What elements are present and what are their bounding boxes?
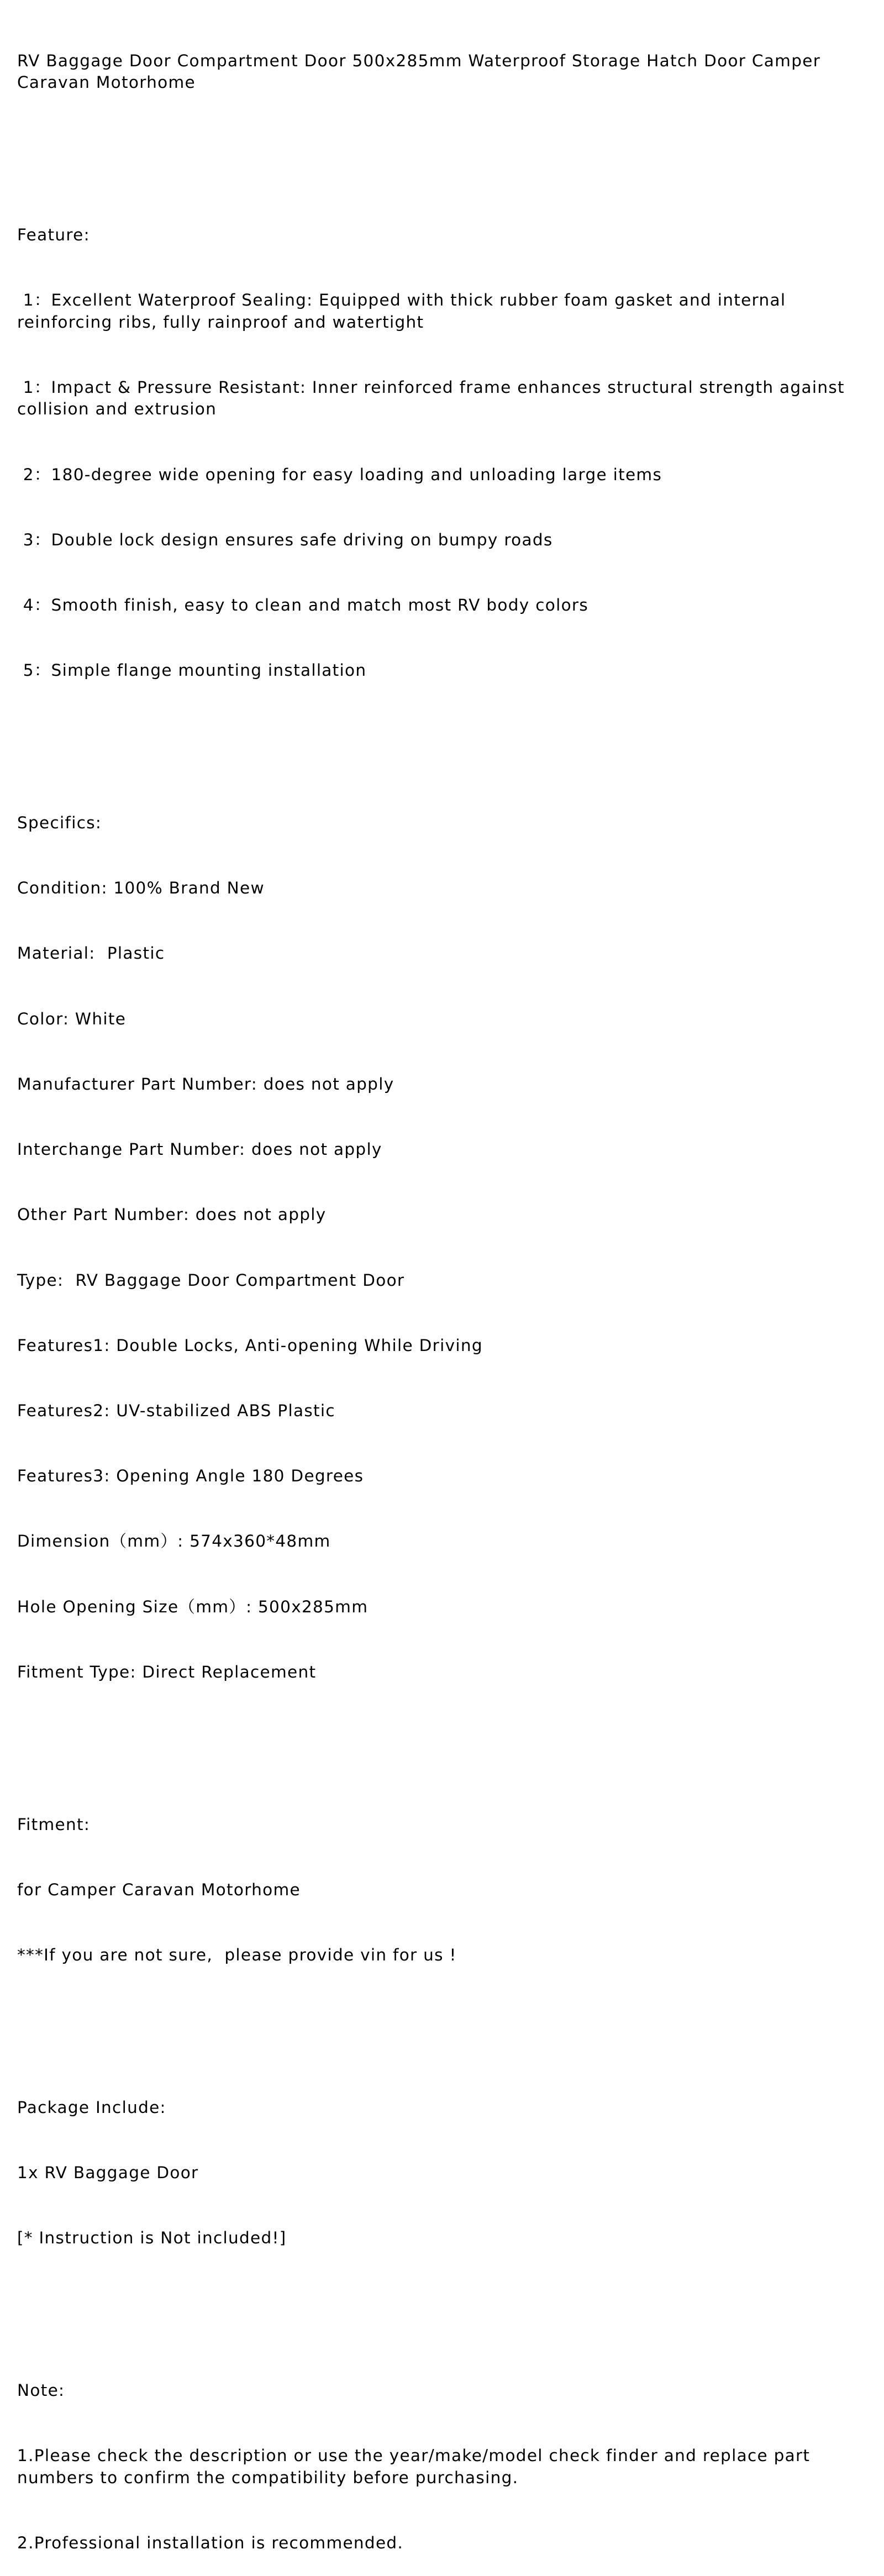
fitment-heading: Fitment: [17,1815,91,1834]
feature-item: 1：Excellent Waterproof Sealing: Equipped with thick rubber foam gasket and internal reinforcing ribs, fully rainproof and watertight [17,291,792,332]
note-heading: Note: [17,2381,65,2400]
spec-features1: Features1: Double Locks, Anti-opening While Driving [17,1336,483,1355]
feature-heading: Feature: [17,225,90,245]
spec-hole-opening-size: Hole Opening Size（mm）: 500x285mm [17,1597,369,1616]
package-item: [* Instruction is Not included!] [17,2228,287,2248]
fitment-note: ***If you are not sure, please provide vin for us ! [17,1946,457,1965]
spec-features2: Features2: UV-stabilized ABS Plastic [17,1401,335,1420]
spacer [17,2293,873,2315]
spec-other-part-number: Other Part Number: does not apply [17,1205,327,1224]
package-heading: Package Include: [17,2097,166,2117]
spec-features3: Features3: Opening Angle 180 Degrees [17,1466,364,1486]
feature-item: 5：Simple flange mounting installation [17,661,367,680]
note-item: 1.Please check the description or use the year/make/model check finder and replace part numbers to confirm the compatibility before purchasing. [17,2446,816,2487]
spacer [17,1727,873,1748]
feature-item: 4：Smooth finish, easy to clean and match most RV body colors [17,595,589,614]
spacer [17,2010,873,2031]
spacer [17,137,873,159]
spec-material: Material: Plastic [17,944,165,963]
spec-fitment-type: Fitment Type: Direct Replacement [17,1662,317,1681]
fitment-item: for Camper Caravan Motorhome [17,1880,301,1899]
feature-item: 3：Double lock design ensures safe driving on bumpy roads [17,530,553,549]
feature-item: 2：180-degree wide opening for easy loading and unloading large items [17,465,662,484]
spec-interchange-part-number: Interchange Part Number: does not apply [17,1140,382,1159]
spec-type: Type: RV Baggage Door Compartment Door [17,1270,405,1290]
spec-dimension: Dimension（mm）: 574x360*48mm [17,1532,331,1551]
note-item: 2.Professional installation is recommended. [17,2533,404,2553]
spec-condition: Condition: 100% Brand New [17,879,265,898]
spec-color: Color: White [17,1009,127,1028]
product-title: RV Baggage Door Compartment Door 500x285mm Waterproof Storage Hatch Door Camper Caravan Motorhome [17,51,827,92]
spacer [17,725,873,746]
spec-manufacturer-part-number: Manufacturer Part Number: does not apply [17,1074,394,1094]
specifics-heading: Specifics: [17,813,102,832]
feature-item: 1：Impact & Pressure Resistant: Inner reinforced frame enhances structural strength against collision and extrusion [17,377,851,419]
package-item: 1x RV Baggage Door [17,2163,199,2183]
